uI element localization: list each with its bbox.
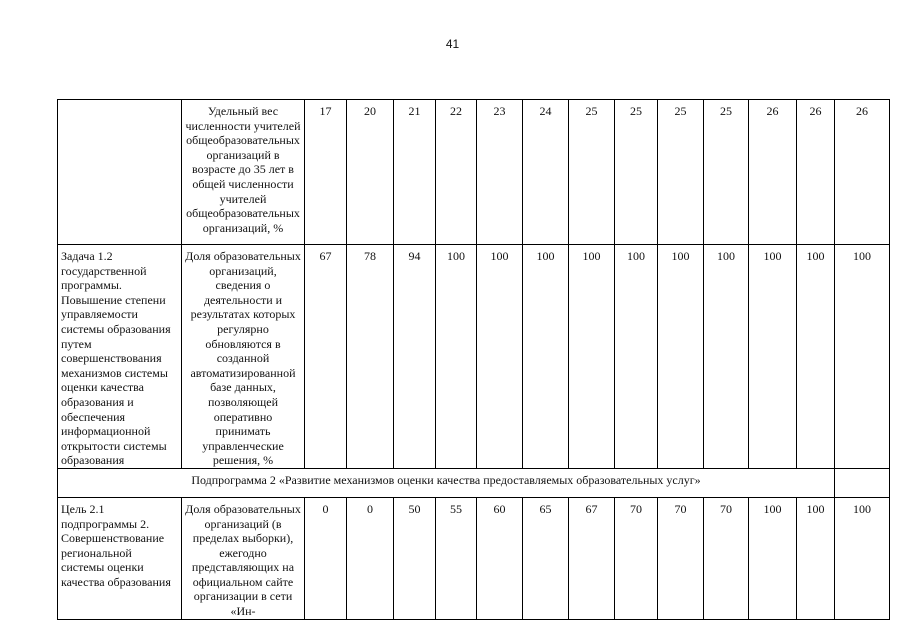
value-cell: 70 bbox=[704, 497, 749, 619]
table-row bbox=[58, 100, 890, 245]
value-cell: 26 bbox=[749, 100, 797, 245]
value-cell: 20 bbox=[347, 100, 394, 245]
value-cell: 25 bbox=[615, 100, 658, 245]
value-cell: 25 bbox=[569, 100, 615, 245]
value-cell: 0 bbox=[305, 497, 347, 619]
goal-cell bbox=[58, 100, 182, 245]
value-cell: 100 bbox=[835, 245, 890, 469]
value-cell: 67 bbox=[569, 497, 615, 619]
value-cell: 23 bbox=[477, 100, 523, 245]
indicator-cell: Доля образовательных организаций, сведения о деятельности и результатах которых регулярно обновляются в созданной автоматизированной базе данных, позволяющей оперативно принимать управленческие решения, % bbox=[182, 245, 305, 469]
goal-cell: Цель 2.1 подпрограммы 2. Совершенствование региональной системы оценки качества образования bbox=[58, 497, 182, 619]
value-cell: 100 bbox=[436, 245, 477, 469]
value-cell: 100 bbox=[835, 497, 890, 619]
indicators-table bbox=[57, 99, 890, 620]
goal-cell: Задача 1.2 государственной программы. Повышение степени управляемости системы образования путем совершенствования механизмов системы оценки качества образования и обеспечения информационной открытости системы образования bbox=[58, 245, 182, 469]
value-cell: 100 bbox=[797, 245, 835, 469]
value-cell: 26 bbox=[835, 100, 890, 245]
value-cell: 100 bbox=[658, 245, 704, 469]
value-cell: 100 bbox=[749, 245, 797, 469]
indicator-cell: Удельный вес численности учителей общеобразовательных организаций в возрасте до 35 лет в общей численности учителей общеобразовательных организаций, % bbox=[182, 100, 305, 245]
value-cell: 70 bbox=[615, 497, 658, 619]
value-cell: 78 bbox=[347, 245, 394, 469]
value-cell: 21 bbox=[394, 100, 436, 245]
value-cell: 100 bbox=[749, 497, 797, 619]
table-row bbox=[58, 245, 890, 469]
value-cell: 100 bbox=[704, 245, 749, 469]
value-cell: 60 bbox=[477, 497, 523, 619]
indicator-cell: Доля образовательных организаций (в пределах выборки), ежегодно представляющих на официальном сайте организации в сети «Ин- bbox=[182, 497, 305, 619]
value-cell: 25 bbox=[658, 100, 704, 245]
value-cell: 0 bbox=[347, 497, 394, 619]
value-cell: 65 bbox=[523, 497, 569, 619]
table-row bbox=[58, 497, 890, 619]
value-cell: 17 bbox=[305, 100, 347, 245]
subprogram-title: Подпрограмма 2 «Развитие механизмов оценки качества предоставляемых образовательных услуг» bbox=[58, 468, 835, 497]
value-cell: 67 bbox=[305, 245, 347, 469]
value-cell: 94 bbox=[394, 245, 436, 469]
value-cell: 100 bbox=[615, 245, 658, 469]
value-cell: 25 bbox=[704, 100, 749, 245]
subprogram-row bbox=[58, 468, 890, 497]
page-number: 41 bbox=[445, 37, 460, 51]
value-cell: 24 bbox=[523, 100, 569, 245]
value-cell: 50 bbox=[394, 497, 436, 619]
value-cell: 100 bbox=[797, 497, 835, 619]
value-cell: 100 bbox=[569, 245, 615, 469]
value-cell: 100 bbox=[477, 245, 523, 469]
empty-cell bbox=[835, 468, 890, 497]
value-cell: 22 bbox=[436, 100, 477, 245]
value-cell: 100 bbox=[523, 245, 569, 469]
value-cell: 55 bbox=[436, 497, 477, 619]
value-cell: 26 bbox=[797, 100, 835, 245]
value-cell: 70 bbox=[658, 497, 704, 619]
